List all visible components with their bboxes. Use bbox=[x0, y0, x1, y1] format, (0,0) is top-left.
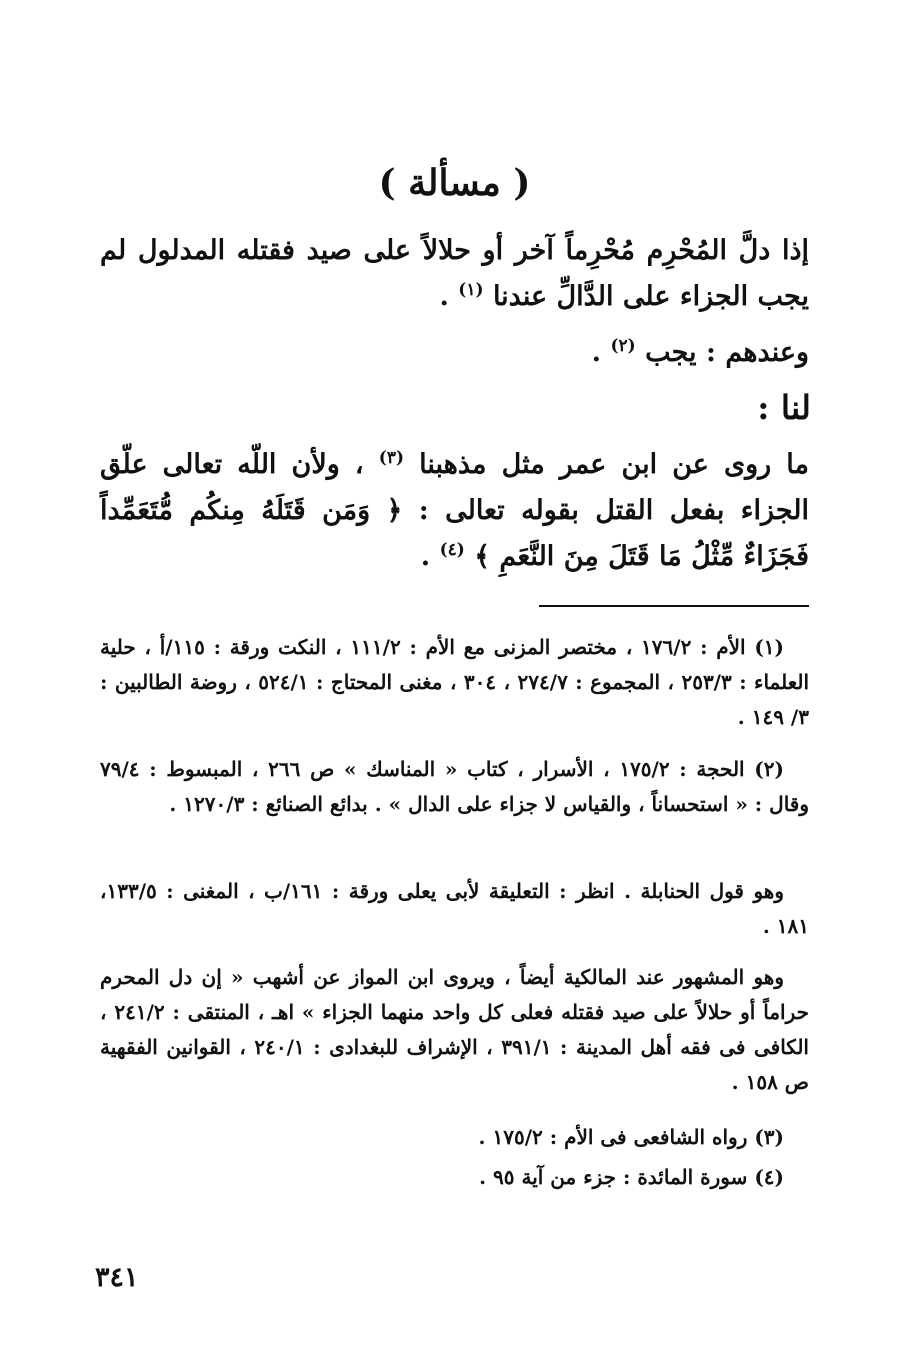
paragraph-text-quran: ، ولأن اللّه تعالى علّق الجزاء بفعل القتل بقوله تعالى : ﴿ وَمَن قَتَلَهُ مِنكُم مُّتَعَمِّداً فَجَزَاءٌ مِّثْلُ مَا قَتَلَ مِنَ النَّعَمِ ﴾ bbox=[100, 449, 809, 572]
paragraph-opposing-view bbox=[100, 330, 809, 376]
footnote-4: (٤) سورة المائدة : جزء من آية ٩٥ . bbox=[479, 1165, 784, 1189]
sentence-end: . bbox=[420, 541, 431, 572]
paragraph-ruling bbox=[100, 228, 809, 320]
footnote-1: (١) الأم : ١٧٦/٢ ، مختصر المزنى مع الأم : ١١١/٢ ، النكت ورقة : ١١٥/أ ، حلية العلماء : ٢٥٣/٣ ، المجموع : ٢٧٤/٧ ، ٣٠٤ ، مغنى المحتاج : ٥٢٤/١ ، روضة الطالبين : ٣/ ١٤٩ . bbox=[100, 635, 810, 729]
footnote-ref-1: (١) bbox=[458, 280, 484, 300]
footnote-2: (٢) الحجة : ١٧٥/٢ ، الأسرار ، كتاب « المناسك » ص ٢٦٦ ، المبسوط : ٧٩/٤ وقال : « استحساناً ، والقياس لا جزاء على الدال » . بدائع الصنائع : ١٢٧٠/٣ . bbox=[100, 757, 809, 816]
evidence-heading: لنا : bbox=[757, 388, 811, 427]
sentence-end: . bbox=[591, 337, 602, 368]
footnote-separator bbox=[539, 605, 809, 607]
page-title: ( مسألة ) bbox=[378, 162, 531, 204]
footnote-3: (٣) رواه الشافعى فى الأم : ١٧٥/٢ . bbox=[478, 1125, 784, 1149]
footnote-ref-4: (٤) bbox=[439, 540, 465, 560]
page-number: ٣٤١ bbox=[95, 1262, 139, 1293]
paragraph-text: إذا دلَّ المُحْرِم مُحْرِماً آخر أو حلالاً على صيد فقتله المدلول لم يجب الجزاء على الدَّالِّ عندنا bbox=[100, 235, 809, 312]
footnote-2-hanbali: وهو قول الحنابلة . انظر : التعليقة لأبى يعلى ورقة : ١٦١/ب ، المغنى : ١٣٣/٥، ١٨١ . bbox=[100, 879, 809, 938]
sentence-end: . bbox=[439, 281, 449, 312]
footnote-ref-2: (٢) bbox=[610, 336, 636, 356]
footnote-ref-3: (٣) bbox=[378, 448, 404, 468]
paragraph-evidence bbox=[100, 442, 809, 580]
paragraph-text: وعندهم : يجب bbox=[645, 337, 809, 368]
paragraph-text: ما روى عن ابن عمر مثل مذهبنا bbox=[419, 449, 809, 480]
footnote-2-maliki: وهو المشهور عند المالكية أيضاً ، ويروى ابن المواز عن أشهب « إن دل المحرم حراماً أو حلالاً على صيد فقتله فعلى كل واحد منهما الجزاء » اهـ ، المنتقى : ٢٤١/٢ ، الكافى فى فقه أهل المدينة : ٣٩١/١ ، الإشراف للبغدادى : ٢٤٠/١ ، القوانين الفقهية ص ١٥٨ . bbox=[100, 965, 809, 1094]
